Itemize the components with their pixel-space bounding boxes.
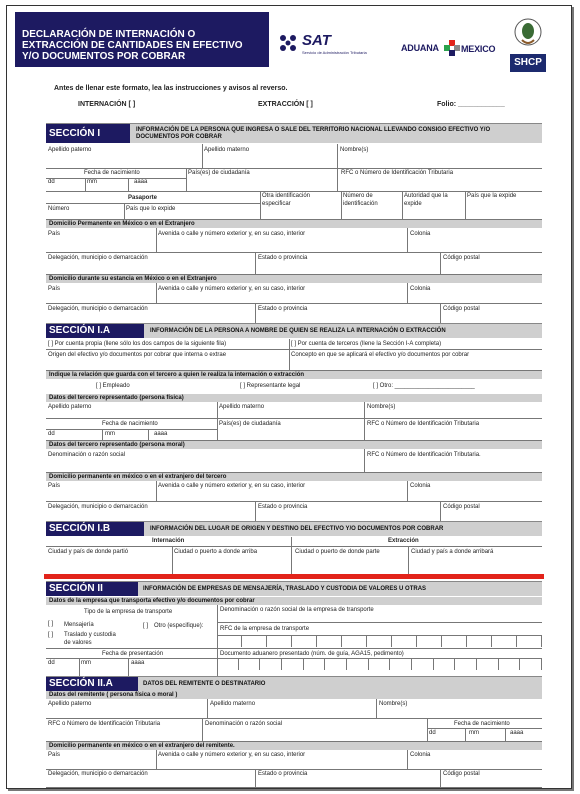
extraccion-subheader: Extracción bbox=[388, 538, 419, 544]
tercero-fisica-band: Datos del tercero representado (persona física) bbox=[46, 394, 542, 402]
aaaa-field[interactable]: aaaa bbox=[134, 179, 148, 185]
dom-avenida-field[interactable]: Avenida o calle y número exterior y, en su caso, interior bbox=[158, 231, 306, 237]
empresa-rfc-field[interactable]: RFC de la empresa de transporte bbox=[220, 626, 310, 632]
title-line-2: EXTRACCIÓN DE CANTIDADES EN EFECTIVO bbox=[22, 40, 243, 51]
title-line-3: Y/O DOCUMENTOS POR COBRAR bbox=[22, 51, 186, 62]
documento-aduanero-cells[interactable] bbox=[217, 658, 542, 669]
mensajeria-label: Mensajería bbox=[64, 622, 94, 628]
tercero-moral-band: Datos del tercero representado (persona moral) bbox=[46, 441, 542, 449]
ciudad-parte-field[interactable]: Ciudad o puerto de donde parte bbox=[295, 549, 380, 555]
aduana-cross-icon bbox=[444, 40, 460, 56]
pres-mm-field[interactable]: mm bbox=[81, 660, 91, 666]
pasaporte-numero-field[interactable]: Número bbox=[48, 206, 70, 212]
tercero-ap-paterno-field[interactable]: Apellido paterno bbox=[48, 404, 92, 410]
dom-remitente-band: Domicilio permanente en méxico o en el extranjero del remitente. bbox=[46, 742, 542, 750]
otra-identificacion-field[interactable]: Otra identificación bbox=[262, 193, 311, 199]
traslado-label: Traslado y custodia bbox=[64, 632, 116, 638]
rem-colonia-field[interactable]: Colonia bbox=[410, 752, 431, 758]
internacion-checkbox[interactable]: INTERNACIÓN [ ] bbox=[78, 101, 136, 108]
est-estado-field[interactable]: Estado o provincia bbox=[258, 306, 308, 312]
expide-label: expide bbox=[404, 201, 422, 207]
cuenta-terceros-checkbox[interactable]: [ ] Por cuenta de terceros (llene la Sección I-A completa) bbox=[291, 341, 442, 347]
est-colonia-field[interactable]: Colonia bbox=[410, 286, 431, 292]
section-2a-label: SECCIÓN II.A bbox=[46, 677, 138, 691]
shcp-text: SHCP bbox=[510, 54, 546, 72]
rem-rfc-field[interactable]: RFC o Número de Identificación Tributaria bbox=[48, 721, 161, 727]
pasaporte-pais-field[interactable]: País que lo expide bbox=[126, 206, 176, 212]
rem-mm-field[interactable]: mm bbox=[469, 730, 479, 736]
tercero-paises-field[interactable]: País(es) de ciudadanía bbox=[219, 421, 281, 427]
tipo-empresa-label: Tipo de la empresa de transporte bbox=[84, 609, 173, 615]
rfc-empresa-cells[interactable] bbox=[217, 635, 542, 646]
red-divider bbox=[44, 574, 544, 579]
tercero-dd-field[interactable]: dd bbox=[48, 431, 55, 437]
dd-field[interactable]: dd bbox=[48, 179, 55, 185]
otro-especifique-field[interactable]: Otro (especifique): bbox=[154, 623, 204, 629]
sat-logo bbox=[277, 32, 392, 58]
rem-denominacion-field[interactable]: Denominación o razón social bbox=[205, 721, 283, 727]
apellido-materno-field[interactable]: Apellido materno bbox=[204, 147, 250, 153]
rem-estado-field[interactable]: Estado o provincia bbox=[258, 771, 308, 777]
domicilio-permanente-band: Domicilio Permanente en México o en el Extranjero bbox=[46, 220, 542, 228]
ter-colonia-field[interactable]: Colonia bbox=[410, 483, 431, 489]
documento-aduanero-field[interactable]: Documento aduanero presentado (núm. de guía, AGA15, pedimento) bbox=[220, 651, 404, 657]
est-cp-field[interactable]: Código postal bbox=[443, 306, 480, 312]
mensajeria-checkbox[interactable]: [ ] bbox=[48, 621, 54, 627]
sat-emblem-icon bbox=[277, 32, 299, 54]
tercero-fecha-nac-label: Fecha de nacimiento bbox=[102, 421, 158, 427]
section-1-desc-2: DOCUMENTOS POR COBRAR bbox=[136, 134, 222, 140]
pres-dd-field[interactable]: dd bbox=[48, 660, 55, 666]
est-pais-field[interactable]: País bbox=[48, 286, 61, 292]
shcp-logo bbox=[510, 14, 546, 72]
paises-ciudadania-field[interactable]: País(es) de ciudadanía bbox=[188, 170, 250, 176]
rem-ap-paterno-field[interactable]: Apellido paterno bbox=[48, 701, 92, 707]
section-2a-header bbox=[46, 676, 542, 691]
datos-empresa-band: Datos de la empresa que transporta efectivo y/o documentos por cobrar bbox=[46, 597, 542, 605]
representante-legal-checkbox[interactable]: [ ] Representante legal bbox=[240, 383, 301, 389]
section-1-header bbox=[46, 123, 542, 143]
sat-subtitle: Servicio de Administración Tributaria bbox=[302, 50, 367, 55]
numero-identificacion-field[interactable]: Número de bbox=[343, 193, 373, 199]
tercero-rfc-field[interactable]: RFC o Número de Identificación Tributaria bbox=[367, 421, 480, 427]
section-1b-header bbox=[46, 521, 542, 536]
tercero-aaaa-field[interactable]: aaaa bbox=[154, 431, 168, 437]
dom-cp-field[interactable]: Código postal bbox=[443, 255, 480, 261]
pres-aaaa-field[interactable]: aaaa bbox=[131, 660, 145, 666]
traslado-checkbox[interactable]: [ ] bbox=[48, 632, 54, 638]
ter-avenida-field[interactable]: Avenida o calle y número exterior y, en su caso, interior bbox=[158, 483, 306, 489]
section-2-desc: INFORMACIÓN DE EMPRESAS DE MENSAJERÍA, TRASLADO Y CUSTODIA DE VALORES U OTRAS bbox=[143, 586, 427, 592]
aduana-text: ADUANA bbox=[401, 43, 439, 53]
empresa-denominacion-field[interactable]: Denominación o razón social de la empresa de transporte bbox=[220, 607, 374, 613]
rem-pais-field[interactable]: País bbox=[48, 752, 61, 758]
section-2-header bbox=[46, 581, 542, 596]
identificacion-label: identificación bbox=[343, 201, 378, 207]
section-1a-desc: INFORMACIÓN DE LA PERSONA A NOMBRE DE QUIEN SE REALIZA LA INTERNACIÓN O EXTRACCIÓN bbox=[150, 328, 446, 334]
rem-fecha-nac-label: Fecha de nacimiento bbox=[454, 721, 510, 727]
dom-delegacion-field[interactable]: Delegación, municipio o demarcación bbox=[48, 255, 148, 261]
form-page bbox=[6, 5, 572, 789]
rfc-field[interactable]: RFC o Número de Identificación Tributaria bbox=[341, 170, 454, 176]
est-avenida-field[interactable]: Avenida o calle y número exterior y, en su caso, interior bbox=[158, 286, 306, 292]
dom-pais-field[interactable]: País bbox=[48, 231, 61, 237]
ciudad-arribara-field[interactable]: Ciudad y país a donde arribará bbox=[411, 549, 494, 555]
rem-avenida-field[interactable]: Avenida o calle y número exterior y, en su caso, interior bbox=[158, 752, 306, 758]
folio-field[interactable]: Folio: ____________ bbox=[437, 101, 505, 108]
section-1b-label: SECCIÓN I.B bbox=[46, 522, 144, 536]
pasaporte-label: Pasaporte bbox=[128, 195, 158, 201]
valores-label: de valores bbox=[64, 640, 92, 646]
aduana-mexico-logo bbox=[401, 40, 495, 60]
instructions-note: Antes de llenar este formato, lea las instrucciones y avisos al reverso. bbox=[54, 85, 288, 92]
nombres-field[interactable]: Nombre(s) bbox=[340, 147, 369, 153]
form-title bbox=[15, 12, 269, 67]
ter-cp-field[interactable]: Código postal bbox=[443, 504, 480, 510]
ter-delegacion-field[interactable]: Delegación, municipio o demarcación bbox=[48, 504, 148, 510]
rem-nombres-field[interactable]: Nombre(s) bbox=[379, 701, 408, 707]
rem-aaaa-field[interactable]: aaaa bbox=[510, 730, 524, 736]
otro-relacion-field[interactable]: [ ] Otro: ________________________ bbox=[373, 383, 475, 389]
ter-pais-field[interactable]: País bbox=[48, 483, 61, 489]
tercero-denominacion-field[interactable]: Denominación o razón social bbox=[48, 452, 126, 458]
internacion-subheader: Internación bbox=[152, 538, 185, 544]
autoridad-expide-field[interactable]: Autoridad que la bbox=[404, 193, 448, 199]
fecha-presentacion-label: Fecha de presentación bbox=[102, 651, 164, 657]
est-delegacion-field[interactable]: Delegación, municipio o demarcación bbox=[48, 306, 148, 312]
mexico-text: MEXICO bbox=[461, 44, 496, 54]
section-1a-header bbox=[46, 323, 542, 338]
domicilio-estancia-band: Domicilio durante su estancia en México o en el Extranjero bbox=[46, 275, 542, 283]
mm-field[interactable]: mm bbox=[87, 179, 97, 185]
pais-expide-id-field[interactable]: País que la expide bbox=[467, 193, 517, 199]
rem-dd-field[interactable]: dd bbox=[429, 730, 436, 736]
cuenta-propia-checkbox[interactable]: [ ] Por cuenta propia (llene sólo los dos campos de la siguiente fila) bbox=[48, 341, 227, 347]
empleado-checkbox[interactable]: [ ] Empleado bbox=[96, 383, 130, 389]
section-1b-desc: INFORMACIÓN DEL LUGAR DE ORIGEN Y DESTINO DEL EFECTIVO Y/O DOCUMENTOS POR COBRAR bbox=[150, 526, 444, 532]
tercero-nombres-field[interactable]: Nombre(s) bbox=[367, 404, 396, 410]
relacion-band: Indique la relación que guarda con el tercero a quien le realiza la internación o extracción bbox=[46, 371, 542, 379]
ter-estado-field[interactable]: Estado o provincia bbox=[258, 504, 308, 510]
rem-ap-materno-field[interactable]: Apellido materno bbox=[210, 701, 256, 707]
tercero-mm-field[interactable]: mm bbox=[105, 431, 115, 437]
sat-wordmark: SAT bbox=[302, 32, 331, 49]
extraccion-checkbox[interactable]: EXTRACCIÓN [ ] bbox=[258, 101, 313, 108]
tercero-ap-materno-field[interactable]: Apellido materno bbox=[219, 404, 265, 410]
dom-colonia-field[interactable]: Colonia bbox=[410, 231, 431, 237]
otro-tipo-checkbox[interactable]: [ ] bbox=[143, 623, 149, 629]
apellido-paterno-field[interactable]: Apellido paterno bbox=[48, 147, 92, 153]
section-2-label: SECCIÓN II bbox=[46, 582, 138, 596]
rem-cp-field[interactable]: Código postal bbox=[443, 771, 480, 777]
section-1-label: SECCIÓN I bbox=[46, 124, 130, 143]
dom-tercero-band: Domicilio permanente en méxico o en el extranjero del tercero bbox=[46, 473, 542, 481]
section-1-desc-1: INFORMACIÓN DE LA PERSONA QUE INGRESA O SALE DEL TERRITORIO NACIONAL LLEVANDO CONSIGO EFECTIVO Y/O bbox=[136, 127, 491, 133]
concepto-efectivo-field[interactable]: Concepto en que se aplicará el efectivo y/o documentos por cobrar bbox=[291, 352, 470, 358]
ciudad-partio-field[interactable]: Ciudad y país de donde partió bbox=[48, 549, 129, 555]
section-2a-desc: DATOS DEL REMITENTE O DESTINATARIO bbox=[143, 681, 266, 687]
rem-delegacion-field[interactable]: Delegación, municipio o demarcación bbox=[48, 771, 148, 777]
title-line-1: DECLARACIÓN DE INTERNACIÓN O bbox=[22, 29, 196, 40]
origen-efectivo-field[interactable]: Origen del efectivo y/o documentos por cobrar que interna o extrae bbox=[48, 352, 227, 358]
fecha-nacimiento-label: Fecha de nacimiento bbox=[84, 170, 140, 176]
ciudad-arriba-field[interactable]: Ciudad o puerto a donde arriba bbox=[174, 549, 258, 555]
eagle-seal-icon bbox=[514, 16, 542, 52]
dom-estado-field[interactable]: Estado o provincia bbox=[258, 255, 308, 261]
especificar-label: especificar bbox=[262, 201, 291, 207]
tercero-moral-rfc-field[interactable]: RFC o Número de Identificación Tributaria. bbox=[367, 452, 481, 458]
section-1a-label: SECCIÓN I.A bbox=[46, 324, 144, 338]
datos-remitente-band: Datos del remitente ( persona física o moral ) bbox=[46, 691, 542, 699]
